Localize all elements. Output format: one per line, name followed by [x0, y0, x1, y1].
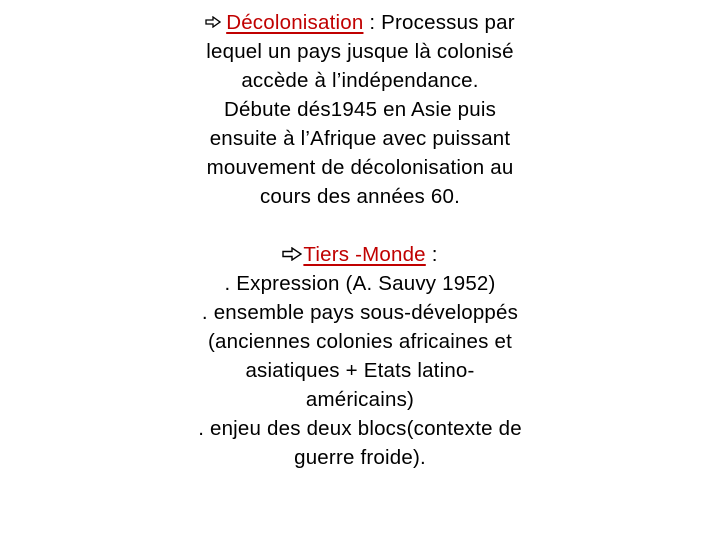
decolonisation-line: ensuite à l’Afrique avec puissant	[209, 127, 511, 150]
tiers-monde-heading-line	[120, 240, 600, 269]
tiers-monde-line: américains)	[305, 388, 415, 411]
tiers-monde-paragraph	[120, 240, 600, 472]
decolonisation-line: accède à l’indépendance.	[241, 69, 479, 92]
decolonisation-paragraph	[120, 8, 600, 211]
decolonisation-line: Débute dés1945 en Asie puis	[223, 98, 497, 121]
decolonisation-line: cours des années 60.	[259, 185, 461, 208]
tiers-monde-line: . ensemble pays sous-développés	[201, 301, 519, 324]
tiers-monde-line: guerre froide).	[294, 446, 426, 469]
decolonisation-definition-start: : Processus par	[363, 11, 515, 34]
tiers-monde-line: asiatiques + Etats latino-	[245, 359, 475, 382]
hollow-right-arrow-icon	[282, 240, 303, 269]
tiers-monde-colon: :	[425, 243, 438, 266]
decolonisation-term: Décolonisation	[226, 11, 364, 34]
decolonisation-heading-line	[120, 8, 600, 37]
tiers-monde-line: . Expression (A. Sauvy 1952)	[224, 272, 496, 295]
tiers-monde-line: . enjeu des deux blocs(contexte de	[198, 417, 522, 440]
decolonisation-line: mouvement de décolonisation au	[206, 156, 514, 179]
tiers-monde-line: (anciennes colonies africaines et	[207, 330, 513, 353]
tiers-monde-term: Tiers -Monde	[303, 243, 426, 266]
decolonisation-line: lequel un pays jusque là colonisé	[206, 40, 514, 63]
hollow-right-arrow-icon	[205, 8, 226, 37]
